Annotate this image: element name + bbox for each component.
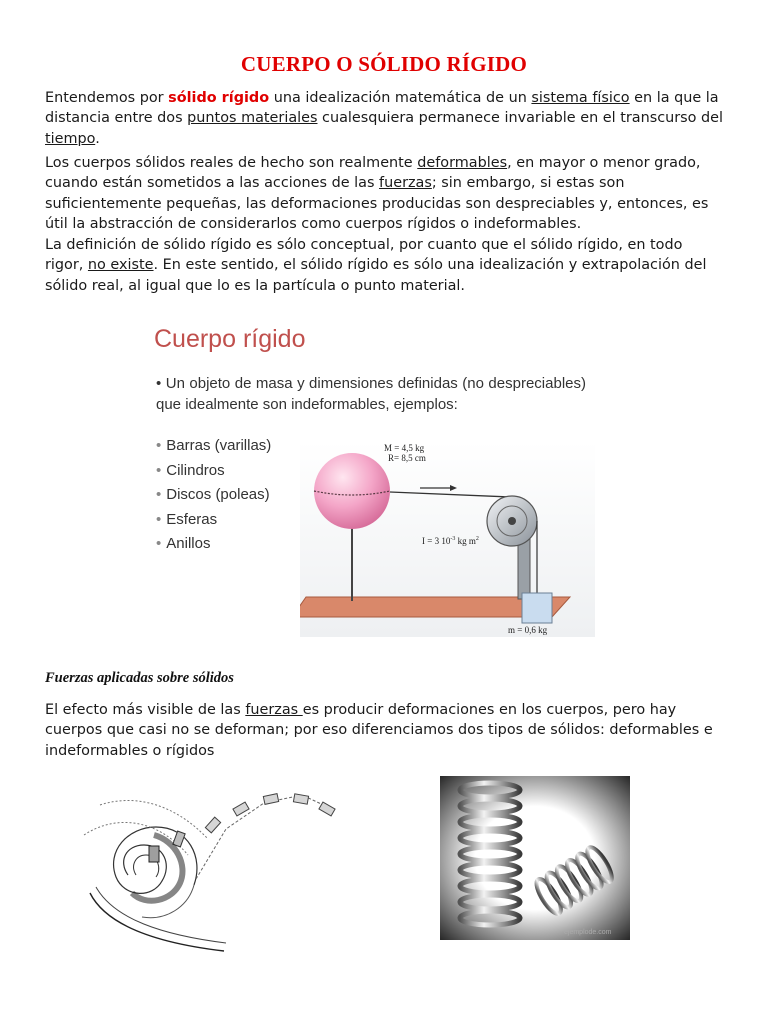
list-item-label: Esferas bbox=[166, 510, 218, 528]
link-tiempo[interactable]: tiempo bbox=[45, 130, 96, 147]
list-item-label: Anillos bbox=[166, 535, 211, 552]
hanging-block bbox=[522, 593, 552, 623]
spiral-deformation-image bbox=[76, 775, 341, 955]
text: . En este sentido, el sólido rígido es sólo una idealización y extrapolación del sólido real, al igual que lo es la partícula o punto material. bbox=[45, 257, 707, 294]
rigid-body-slide-image bbox=[138, 317, 608, 637]
watermark: ejemplode.com bbox=[564, 929, 612, 936]
examples-list bbox=[156, 437, 271, 560]
pulley-axle bbox=[508, 517, 516, 525]
text: La definición de sólido rígido es sólo conceptual, por cuanto que el sólido rígido, en todo rigor, bbox=[45, 237, 683, 274]
text: cualesquiera permanece invariable en el transcurso del bbox=[317, 110, 724, 127]
list-item bbox=[156, 462, 271, 487]
radius-label: R= 8,5 cm bbox=[388, 453, 426, 463]
paragraph-fuerzas-aplicadas bbox=[45, 700, 725, 761]
list-item-label: Cilindros bbox=[166, 461, 225, 479]
link-no-existe[interactable]: no existe bbox=[87, 257, 154, 274]
pink-sphere bbox=[314, 453, 390, 529]
hanging-mass-label: m = 0,6 kg bbox=[508, 625, 548, 635]
inertia-unit-exponent: 2 bbox=[475, 536, 479, 542]
bar-segments bbox=[132, 794, 335, 901]
slide-title: Cuerpo rígido bbox=[154, 325, 306, 353]
highlight-solido-rigido: sólido rígido bbox=[168, 90, 270, 106]
list-item bbox=[156, 437, 271, 462]
mass-label: M = 4,5 kg bbox=[384, 443, 425, 453]
bending-bar-spiral bbox=[84, 795, 332, 951]
text: Los cuerpos sólidos reales de hecho son realmente bbox=[45, 155, 418, 171]
inertia-base: I = 3 10 bbox=[422, 536, 451, 546]
link-fuerzas[interactable]: fuerzas bbox=[379, 175, 432, 192]
text: . bbox=[95, 130, 100, 147]
metal-springs-photo bbox=[440, 776, 630, 940]
list-item bbox=[156, 535, 271, 560]
list-item-label: Barras (varillas) bbox=[166, 437, 272, 454]
text: El efecto más visible de las bbox=[45, 702, 246, 718]
list-item-label: Discos (poleas) bbox=[166, 486, 270, 503]
paragraph-conceptual bbox=[45, 235, 725, 296]
text: ; sin embargo, si estas son suficientemente pequeñas, las deformaciones producidas son despreciables y, entonces, es útil la abstracción de considerarlos como cuerpos rígidos o indeformables. bbox=[45, 175, 709, 232]
inertia-exponent: -3 bbox=[450, 536, 456, 542]
page-title: CUERPO O SÓLIDO RÍGIDO bbox=[240, 52, 528, 76]
text: una idealización matemática de un bbox=[269, 90, 532, 106]
link-puntos-materiales[interactable]: puntos materiales bbox=[187, 110, 318, 127]
paragraph-definition bbox=[45, 88, 725, 149]
text: , en mayor o menor grado, cuando están sometidos a las acciones de las bbox=[45, 155, 701, 192]
text: es producir deformaciones en los cuerpos, pero hay cuerpos que casi no se deforman; por eso diferenciamos dos tipos de sólidos: deformables e indeformables o rígidos bbox=[45, 702, 713, 759]
list-item bbox=[156, 511, 271, 536]
sphere-pulley-diagram bbox=[300, 441, 595, 637]
text: Entendemos por bbox=[45, 90, 169, 106]
text: en la que la distancia entre dos bbox=[45, 90, 719, 127]
paragraph-deformables bbox=[45, 153, 725, 234]
link-fuerzas[interactable]: fuerzas bbox=[245, 702, 303, 718]
link-sistema-fisico[interactable]: sistema físico bbox=[531, 90, 630, 106]
slide-intro-text: Un objeto de masa y dimensiones definidas (no despreciables) que idealmente son indeformables, ejemplos: bbox=[156, 375, 586, 413]
slide-intro-bullet: • Un objeto de masa y dimensiones definidas (no despreciables) que idealmente son indeformables, ejemplos: bbox=[156, 375, 586, 413]
link-deformables[interactable]: deformables bbox=[417, 155, 508, 171]
list-item bbox=[156, 486, 271, 511]
section-heading: Fuerzas aplicadas sobre sólidos bbox=[45, 670, 234, 686]
inertia-unit: kg m bbox=[455, 536, 476, 546]
